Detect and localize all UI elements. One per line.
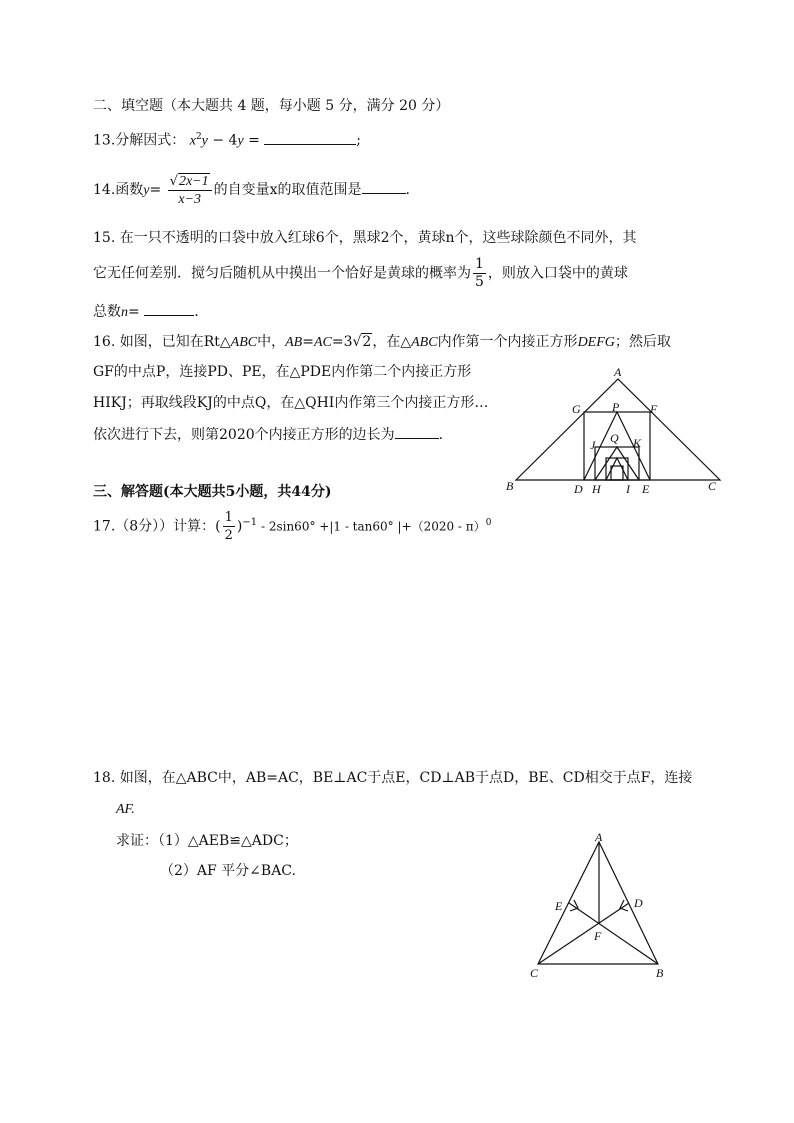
q16-ab: AB: [285, 335, 303, 350]
question-18-proof-2: （2）AF 平分∠BAC.: [160, 863, 296, 879]
question-15-line3: [93, 302, 199, 322]
q14-numerator: 2x−1: [178, 173, 209, 189]
question-13: [93, 128, 361, 151]
q16-text-e: ，在△: [372, 334, 412, 350]
square-hikj: [595, 447, 639, 480]
section-3-title: 三、解答题(本大题共5小题，共44分): [93, 484, 332, 500]
q16-eq1: =: [302, 334, 314, 350]
q15-frac-den: 5: [475, 274, 484, 290]
label-K: K: [633, 436, 642, 450]
q16-sqrt: 2: [362, 334, 372, 350]
question-18-line2: AF.: [116, 802, 135, 817]
q14-eq: =: [149, 182, 162, 198]
q17-exp0: 0: [485, 518, 492, 528]
q13-number: 13.: [93, 132, 116, 149]
q15-line2-text: 它无任何差别．搅匀后随机从中摸出一个恰好是黄球的概率为: [93, 265, 471, 282]
label-Q: Q: [610, 431, 619, 445]
triangle-abc: [516, 379, 720, 480]
q16-text-b: 中，: [257, 334, 286, 350]
q16-figure: [500, 362, 730, 497]
q15-line2-end: ，则放入口袋中的黄球: [487, 265, 628, 282]
square-4: [611, 466, 623, 480]
q13-exp: 2: [195, 132, 202, 142]
label-I: I: [626, 482, 630, 496]
q13-var-y: y: [201, 133, 208, 149]
triangle-4: [606, 458, 628, 480]
right-angle-d: [620, 900, 628, 911]
q14-prefix: 函数: [115, 182, 144, 198]
label-B: B: [506, 479, 514, 493]
q16-line4-text: 依次进行下去，则第2020个内接正方形的边长为: [93, 427, 395, 443]
question-15-line2: [93, 256, 628, 290]
label-P: P: [612, 400, 620, 414]
q14-end: .: [405, 182, 410, 198]
q16-answer-blank[interactable]: [395, 425, 439, 439]
q15-frac-num: 1: [475, 256, 484, 272]
label-B: B: [656, 966, 664, 980]
q13-minus: − 4: [207, 132, 238, 149]
label-E: E: [555, 899, 563, 913]
label-C: C: [530, 966, 539, 980]
q15-total-label: 总数: [93, 304, 121, 320]
label-E: E: [642, 482, 650, 496]
q14-number: 14.: [93, 182, 116, 198]
q14-fraction: $\frac{√2x-1}{x-3}$: [168, 173, 212, 208]
q16-defg: DEFG: [577, 335, 615, 350]
q13-var-y2: y: [237, 133, 244, 149]
q13-answer-blank[interactable]: [264, 131, 356, 145]
label-F: F: [650, 402, 658, 416]
question-18-proof-1: 求证：（1）△AEB≌△ADC；: [116, 833, 298, 849]
q17-frac-den: 2: [224, 528, 233, 544]
question-15-line1: 15. 在一只不透明的口袋中放入红球6个，黑球2个，黄球n个，这些球除颜色不同外，其: [93, 230, 637, 246]
question-16-line2: GF的中点P，连接PD、PE，在△PDE内作第二个内接正方形: [93, 364, 472, 380]
right-angle-e: [570, 900, 578, 911]
q15-fraction: [473, 256, 486, 291]
q16-ac: AC: [313, 335, 332, 350]
q16-text-a: 16. 如图，已知在Rt△: [93, 334, 231, 350]
question-16-line4: [93, 425, 443, 444]
q16-eq2: =3: [331, 334, 353, 350]
q13-suffix: ;: [356, 132, 362, 149]
question-17: 17.（8分））计算：( $\frac{1}{2}$ )$^{-1}$ - 2sin60° +|1 - tan60° |+（2020 - π）$^0$: [93, 510, 492, 544]
label-A: A: [595, 832, 603, 844]
q16-abc2: ABC: [411, 335, 438, 350]
q14-suffix: 的自变量x的取值范围是: [213, 182, 362, 198]
question-14: [93, 170, 410, 210]
q17-label: 17.（8分））计算：(: [93, 518, 221, 535]
q16-abc: ABC: [230, 335, 258, 350]
q16-end: .: [438, 427, 444, 443]
triangle-qhi: [595, 447, 639, 480]
q13-eq: =: [243, 132, 265, 149]
q17-exp: −1: [242, 517, 258, 528]
q17-expression: - 2sin60° +|1 - tan60° |+（2020 - π）: [257, 519, 486, 534]
label-A: A: [614, 365, 622, 379]
q13-prefix: 分解因式：: [115, 132, 186, 149]
q16-text-g: ；然后取: [614, 334, 671, 350]
square-3: [606, 458, 628, 480]
label-J: J: [590, 438, 596, 452]
q15-answer-blank[interactable]: [144, 302, 194, 316]
segment-be: [569, 903, 658, 964]
question-18-line1: 18. 如图，在△ABC中，AB=AC，BE⊥AC于点E，CD⊥AB于点D，BE、CD相交于点F，连接: [93, 770, 693, 786]
label-H: H: [592, 482, 601, 496]
q14-answer-blank[interactable]: [362, 180, 406, 194]
q17-frac-num: 1: [224, 510, 233, 526]
label-G: G: [572, 402, 581, 416]
q17-fraction: [223, 509, 235, 544]
question-16-line3: HIKJ；再取线段KJ的中点Q，在△QHI内作第三个内接正方形…: [93, 395, 489, 411]
label-F: F: [594, 929, 602, 943]
q14-var-y: y: [143, 183, 150, 198]
label-D: D: [634, 896, 643, 910]
question-16-line1: 16. 如图，已知在Rt△ABC中，AB=AC=3√2，在△ABC内作第一个内接正方形DEFG；然后取: [93, 334, 671, 350]
label-C: C: [708, 479, 717, 493]
q18-figure: [522, 832, 672, 984]
segment-cd: [538, 903, 629, 964]
label-D: D: [574, 482, 583, 496]
section-2-title: 二、填空题（本大题共 4 题，每小题 5 分，满分 20 分）: [93, 98, 450, 114]
q15-var-n: n: [121, 305, 128, 320]
q14-denominator: x−3: [178, 191, 201, 207]
q13-var-x: x: [189, 133, 196, 149]
q15-end: .: [194, 304, 199, 320]
q15-eq: =: [128, 304, 140, 320]
q16-text-f: 内作第一个内接正方形: [437, 334, 578, 350]
